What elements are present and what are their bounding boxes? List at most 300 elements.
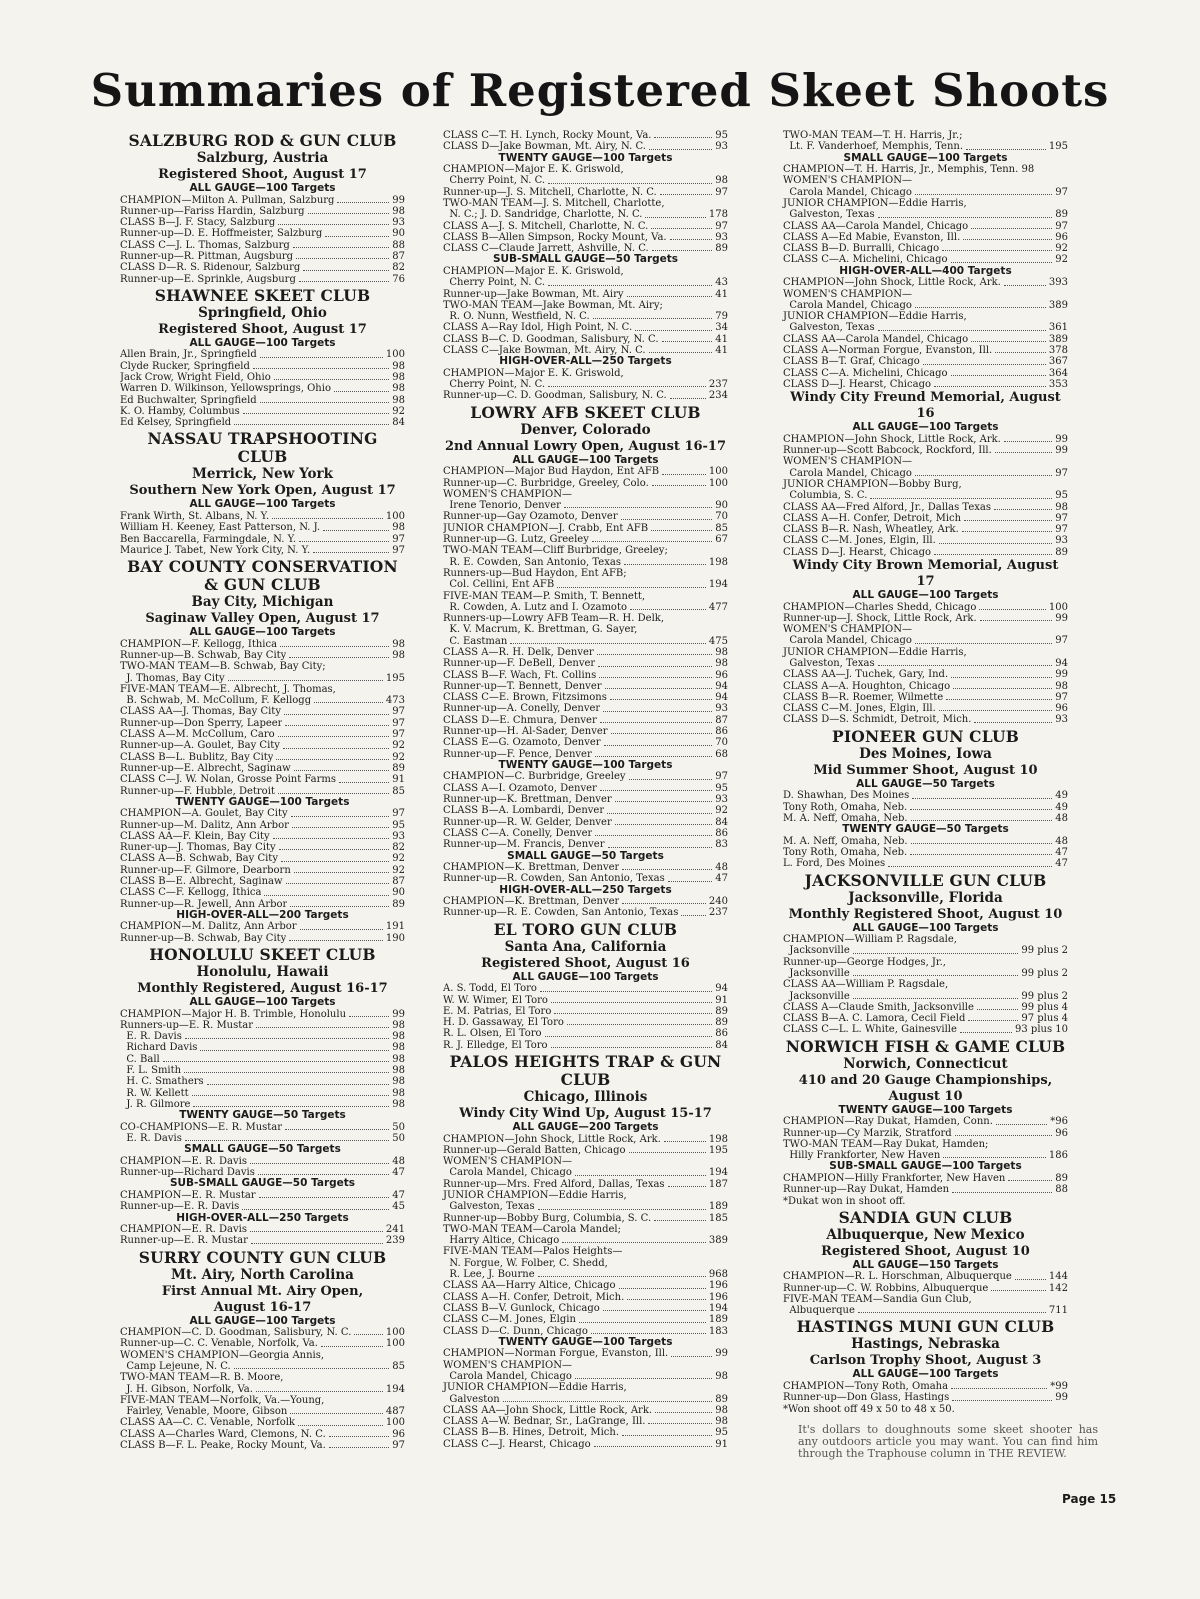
shooter-name: Runner-up—Don Glass, Hastings [783, 1392, 950, 1404]
shooter-name: Runner-up—Mrs. Fred Alford, Dallas, Texas [443, 1178, 665, 1190]
leader-dots [651, 523, 712, 531]
shooter-name: Columbia, S. C. [783, 490, 868, 502]
leader-dots [1015, 1271, 1046, 1279]
entry-text: *Won shoot off 49 x 50 to 48 x 50. [783, 1403, 955, 1415]
shooter-name: CLASS B—V. Gunlock, Chicago [443, 1302, 600, 1314]
shooter-name: Runner-up—Scott Babcock, Rockford, Ill. [783, 445, 992, 457]
shooter-name: CHAMPION—R. L. Horschman, Albuquerque [783, 1271, 1012, 1283]
score: 142 [1048, 1282, 1068, 1294]
score: 86 [715, 1028, 728, 1040]
score: 711 [1048, 1305, 1068, 1317]
shooter-name: CLASS E—G. Ozamoto, Denver [443, 737, 601, 749]
club-location: Merrick, New York [191, 466, 334, 483]
result-row [783, 356, 1068, 367]
result-row [443, 794, 728, 805]
leader-dots [878, 658, 1053, 666]
shooter-name: CLASS AA—Fred Alford, Jr., Dallas Texas [783, 501, 991, 513]
score: 98 [715, 175, 728, 187]
shooter-name: R. E. Cowden, San Antonio, Texas [443, 556, 621, 568]
entry-text: JUNIOR CHAMPION—Bobby Burg, [783, 478, 962, 490]
entry-text: *Dukat won in shoot off. [783, 1195, 906, 1207]
leader-dots [575, 1167, 706, 1175]
entry-text: FIVE-MAN TEAM—E. Albrecht, J. Thomas, [120, 683, 336, 695]
shooter-name: Runner-up—F. Hubble, Detroit [120, 785, 275, 797]
leader-dots [283, 740, 389, 748]
leader-dots [279, 842, 390, 850]
leader-dots [621, 511, 713, 519]
shooter-name: CLASS C—E. Brown, Fitzsimons [443, 692, 607, 704]
result-row [443, 1028, 728, 1039]
shooter-name: Carola Mandel, Chicago [783, 299, 912, 311]
leader-dots [567, 1017, 712, 1025]
result-row [443, 130, 728, 141]
score: 99 [1055, 445, 1068, 457]
column-2 [443, 130, 728, 1450]
result-row [443, 602, 728, 613]
leader-dots [185, 1133, 389, 1141]
leader-dots [1008, 1173, 1052, 1181]
leader-dots [286, 876, 390, 884]
entry-text: WOMEN'S CHAMPION— [783, 288, 913, 300]
result-row [443, 862, 728, 873]
leader-dots [968, 1013, 1018, 1021]
score: 89 [715, 243, 728, 255]
shooter-name: Harry Altice, Chicago [443, 1235, 560, 1247]
leader-dots [964, 513, 1052, 521]
leader-dots [193, 1099, 389, 1107]
score: 361 [1048, 322, 1068, 334]
score: 94 [715, 680, 728, 692]
score: 96 [1055, 703, 1068, 715]
shooter-name: CLASS D—Jake Bowman, Mt. Airy, N. C. [443, 141, 646, 153]
result-row [120, 639, 405, 650]
score: 93 [392, 217, 405, 229]
result-row [443, 715, 728, 726]
result-row [120, 251, 405, 262]
entry-text: TWO-MAN TEAM—B. Schwab, Bay City; [120, 661, 326, 673]
score: 89 [715, 1393, 728, 1405]
result-row [443, 1439, 728, 1450]
shooter-name: CLASS C—M. Jones, Elgin, Ill. [783, 535, 936, 547]
leader-dots [260, 395, 390, 403]
event-title: Southern New York Open, August 17 [129, 483, 396, 499]
leader-dots [952, 1392, 1052, 1400]
result-row [120, 808, 405, 819]
result-row [783, 187, 1068, 198]
score: 98 [392, 649, 405, 661]
event-title: 2nd Annual Lowry Open, August 16-17 [444, 438, 727, 454]
leader-dots [234, 1361, 390, 1369]
shooter-name: CLASS D—J. Hearst, Chicago [783, 546, 931, 558]
result-row [783, 513, 1068, 524]
leader-dots [670, 390, 706, 398]
shooter-name: CLASS C—M. Jones, Elgin, Ill. [783, 703, 936, 715]
entry-text: WOMEN'S CHAMPION— [783, 456, 913, 468]
shooter-name: W. W. Wimer, El Toro [443, 994, 548, 1006]
shooter-name: CLASS A—H. Confer, Detroit, Mich. [443, 1291, 625, 1303]
leader-dots [995, 345, 1046, 353]
gauge-heading: SMALL GAUGE—50 Targets [184, 1143, 341, 1156]
result-row [443, 907, 728, 918]
score: 98 [1055, 680, 1068, 692]
score: 94 [715, 983, 728, 995]
entry-text: JUNIOR CHAMPION—Eddie Harris, [783, 646, 967, 658]
gauge-heading: SMALL GAUGE—100 Targets [843, 151, 1008, 164]
score: 98 [715, 658, 728, 670]
score: 191 [385, 921, 405, 933]
score: 97 [715, 771, 728, 783]
shooter-name: CLASS C—A. Conelly, Denver [443, 827, 593, 839]
result-row [783, 669, 1068, 680]
shooter-name: CHAMPION—Ray Dukat, Hamden, Conn. [783, 1116, 993, 1128]
result-row [443, 175, 728, 186]
shooter-name: CHAMPION—A. Goulet, Bay City [120, 808, 288, 820]
result-row [120, 1224, 405, 1235]
club-name: HONOLULU SKEET CLUB [149, 945, 376, 965]
shooter-name: Runner-up—H. Al-Sader, Denver [443, 726, 608, 738]
leader-dots [349, 1009, 389, 1017]
entry-text: CHAMPION—Major E. K. Griswold, [443, 367, 624, 379]
shooter-name: Jack Crow, Wright Field, Ohio [120, 371, 271, 383]
shooter-name: R. W. Kellett [120, 1087, 189, 1099]
shooter-name: Runner-up—Don Sperry, Lapeer [120, 717, 283, 729]
score: 97 [392, 706, 405, 718]
score: 93 [715, 703, 728, 715]
score: 45 [392, 1201, 405, 1213]
result-row [443, 703, 728, 714]
leader-dots [951, 1381, 1047, 1389]
shooter-name: Lt. F. Vanderhoef, Memphis, Tenn. [783, 141, 964, 153]
shooter-name: Runner-up—T. Bennett, Denver [443, 680, 602, 692]
score: 95 [1055, 490, 1068, 502]
result-row [120, 695, 405, 706]
shooter-name: Carola Mandel, Chicago [783, 186, 912, 198]
leader-dots [163, 1054, 390, 1062]
score: 98 [392, 394, 405, 406]
result-row [443, 896, 728, 907]
result-row [120, 1361, 405, 1372]
shooter-name: CHAMPION—John Shock, Little Rock, Ark. [443, 1133, 661, 1145]
club-location: Albuquerque, New Mexico [826, 1226, 1025, 1243]
shooter-name: R. Cowden, A. Lutz and I. Ozamoto [443, 601, 627, 613]
score: 98 [1055, 501, 1068, 513]
score: 95 [715, 1427, 728, 1439]
entry-text: JUNIOR CHAMPION—Eddie Harris, [783, 197, 967, 209]
result-row [443, 1303, 728, 1314]
gauge-heading: ALL GAUGE—100 Targets [189, 996, 336, 1009]
result-row [783, 300, 1068, 311]
leader-dots [296, 251, 389, 259]
leader-dots [870, 490, 1052, 498]
result-row [443, 647, 728, 658]
event-title: Windy City Freund Memorial, August 16 [790, 390, 1061, 422]
gauge-heading: ALL GAUGE—100 Targets [852, 589, 999, 601]
event-title: Carlson Trophy Shoot, August 3 [809, 1353, 1042, 1369]
score: 241 [385, 1224, 405, 1236]
shooter-name: Runner-up—G. Lutz, Greeley [443, 534, 589, 546]
leader-dots [290, 899, 389, 907]
event-title: August 10 [888, 1088, 963, 1104]
score: 100 [1048, 601, 1068, 613]
leader-dots [912, 790, 1052, 798]
score: 93 [715, 231, 728, 243]
gauge-heading: ALL GAUGE—100 Targets [189, 182, 336, 194]
shooter-name: Ed Kelsey, Springfield [120, 417, 232, 429]
result-row [443, 511, 728, 522]
leader-dots [668, 1179, 706, 1187]
shooter-name: H. C. Smathers [120, 1076, 204, 1088]
gauge-heading: TWENTY GAUGE—50 Targets [179, 1109, 346, 1122]
score: 239 [385, 1235, 405, 1247]
result-row [783, 379, 1068, 390]
leader-dots [545, 1028, 713, 1036]
club-location: Denver, Colorado [520, 421, 651, 438]
leader-dots [979, 602, 1046, 610]
event-title: 410 and 20 Gauge Championships, [798, 1072, 1053, 1088]
shooter-name: CLASS D—S. Schmidt, Detroit, Mich. [783, 714, 972, 726]
leader-dots [329, 1429, 390, 1437]
score: 48 [1055, 835, 1068, 847]
score: 100 [385, 349, 405, 361]
shooter-name: CLASS D—R. S. Ridenour, Salzburg [120, 262, 301, 274]
result-row [443, 1134, 728, 1145]
leader-dots [554, 1006, 712, 1014]
score: 98 [715, 646, 728, 658]
leader-dots [946, 692, 1052, 700]
leader-dots [629, 771, 713, 779]
result-row [443, 466, 728, 477]
shooter-name: CLASS AA—John Shock, Little Rock, Ark. [443, 1404, 653, 1416]
leader-dots [955, 1128, 1053, 1136]
score: 364 [1048, 367, 1068, 379]
leader-dots [290, 1406, 383, 1414]
result-row [120, 406, 405, 417]
shooter-name: CHAMPION—C. Burbridge, Greeley [443, 771, 626, 783]
shooter-name: CLASS D—E. Chmura, Denver [443, 714, 597, 726]
gauge-heading: ALL GAUGE—100 Targets [512, 970, 659, 983]
score: 92 [1055, 254, 1068, 266]
leader-dots [600, 783, 712, 791]
score: 92 [392, 405, 405, 417]
shooter-name: CHAMPION—Tony Roth, Omaha [783, 1380, 949, 1392]
score: 97 [1055, 524, 1068, 536]
score: 82 [392, 842, 405, 854]
shooter-name: J. R. Gilmore [120, 1098, 191, 1110]
entry-text: Runner-up—George Hodges, Jr., [783, 956, 946, 968]
score: 477 [708, 601, 728, 613]
result-row [443, 1292, 728, 1303]
gauge-heading: ALL GAUGE—100 Targets [852, 1368, 999, 1381]
score: 49 [1055, 790, 1068, 802]
shooter-name: Allen Brain, Jr., Springfield [120, 349, 257, 361]
shooter-name: Cherry Point, N. C. [443, 379, 546, 391]
event-title: Monthly Registered, August 16-17 [137, 981, 388, 997]
result-row [783, 232, 1068, 243]
result-row [443, 1427, 728, 1438]
result-row [443, 692, 728, 703]
result-row [783, 1116, 1068, 1127]
shooter-name: CLASS C—F. Kellogg, Ithica [120, 887, 262, 899]
score: 194 [385, 1383, 405, 1395]
score: 97 [392, 729, 405, 741]
result-row [443, 390, 728, 401]
score: 96 [1055, 1127, 1068, 1139]
score: 47 [1055, 846, 1068, 858]
score: 68 [715, 748, 728, 760]
score: 198 [708, 556, 728, 568]
result-row [443, 783, 728, 794]
shooter-name: Runner-up—R. Cowden, San Antonio, Texas [443, 873, 665, 885]
score: 237 [708, 379, 728, 391]
leader-dots [888, 858, 1052, 866]
shooter-name: Runner-up—Richard Davis [120, 1167, 255, 1179]
score: 49 [1055, 801, 1068, 813]
leader-dots [996, 1116, 1047, 1124]
score: 195 [1048, 141, 1068, 153]
leader-dots [652, 478, 706, 486]
score: 89 [392, 898, 405, 910]
score: 100 [385, 1338, 405, 1350]
shooter-name: CLASS A—W. Bednar, Sr., LaGrange, Ill. [443, 1416, 646, 1428]
leader-dots [592, 534, 712, 542]
leader-dots [228, 673, 383, 681]
leader-dots [627, 289, 713, 297]
shooter-name: Col. Cellini, Ent AFB [443, 579, 555, 591]
shooter-name: Jacksonville [783, 967, 850, 979]
club-name: SANDIA GUN CLUB [838, 1207, 1013, 1227]
result-row [783, 968, 1068, 979]
score: 98 [392, 1053, 405, 1065]
shooter-name: A. S. Todd, El Toro [443, 983, 537, 995]
result-row [443, 579, 728, 590]
shooter-name: CLASS B—J. F. Stacy, Salzburg [120, 217, 276, 229]
result-row [120, 865, 405, 876]
score: 41 [715, 333, 728, 345]
result-row [443, 1167, 728, 1178]
leader-dots [299, 274, 389, 282]
shooter-name: CLASS C—J. Hearst, Chicago [443, 1438, 591, 1450]
shooter-name: CLASS A—B. Schwab, Bay City [120, 853, 278, 865]
result-row [443, 658, 728, 669]
shooter-name: CLASS B—T. Graf, Chicago [783, 356, 920, 368]
score: 96 [715, 669, 728, 681]
result-row [443, 726, 728, 737]
leader-dots [557, 579, 706, 587]
result-row [443, 221, 728, 232]
result-row [120, 1156, 405, 1167]
gauge-heading: SUB-SMALL GAUGE—100 Targets [829, 1160, 1022, 1173]
leader-dots [276, 752, 389, 760]
leader-dots [963, 232, 1052, 240]
gauge-heading: ALL GAUGE—150 Targets [852, 1258, 999, 1271]
result-row [120, 1031, 405, 1042]
result-row [783, 1271, 1068, 1282]
result-row [443, 322, 728, 333]
gauge-heading: HIGH-OVER-ALL—250 Targets [499, 355, 672, 368]
leader-dots [951, 669, 1052, 677]
gauge-heading: TWENTY GAUGE—100 Targets [175, 795, 350, 808]
entry-text: TWO-MAN TEAM—Cliff Burbridge, Greeley; [443, 545, 668, 557]
score: 91 [715, 994, 728, 1006]
score: 98 [392, 522, 405, 534]
score: 99 [715, 1348, 728, 1360]
leader-dots [853, 991, 1019, 999]
shooter-name: Frank Wirth, St. Albans, N. Y. [120, 510, 270, 522]
result-row [120, 1088, 405, 1099]
entry-text: FIVE-MAN TEAM—Palos Heights— [443, 1246, 623, 1258]
score: 86 [715, 726, 728, 738]
shooter-name: CLASS AA—C. C. Venable, Norfolk [120, 1417, 295, 1429]
score: 93 [715, 141, 728, 153]
entry-text: CHAMPION—Major E. K. Griswold, [443, 265, 624, 277]
leader-dots [971, 334, 1046, 342]
shooter-name: CHAMPION—Hilly Frankforter, New Haven [783, 1172, 1006, 1184]
leader-dots [294, 763, 390, 771]
leader-dots [977, 1002, 1018, 1010]
club-name: PIONEER GUN CLUB [831, 726, 1019, 746]
score: 100 [385, 510, 405, 522]
result-row [120, 395, 405, 406]
shooter-name: C. Ball [120, 1053, 160, 1065]
score: 87 [392, 876, 405, 888]
club-location: Santa Ana, California [504, 938, 667, 955]
leader-dots [184, 1065, 389, 1073]
leader-dots [259, 1190, 390, 1198]
leader-dots [200, 1042, 389, 1050]
shooter-name: CHAMPION—C. D. Goodman, Salisbury, N. C. [120, 1327, 352, 1339]
result-row [120, 417, 405, 428]
column-1 [120, 130, 405, 1451]
gauge-heading: SMALL GAUGE—50 Targets [507, 849, 664, 862]
leader-dots [285, 718, 389, 726]
score: 190 [385, 932, 405, 944]
result-row [443, 478, 728, 489]
shooter-name: CHAMPION—K. Brettman, Denver [443, 862, 620, 874]
result-row [120, 1235, 405, 1246]
shooter-name: CLASS B—C. D. Goodman, Salisbury, N. C. [443, 333, 659, 345]
shooter-name: Clyde Rucker, Springfield [120, 360, 250, 372]
shooter-name: Runner-up—A. Conelly, Denver [443, 703, 601, 715]
leader-dots [953, 681, 1052, 689]
leader-dots [668, 873, 713, 881]
result-row [783, 1392, 1068, 1403]
score: 98 [392, 1098, 405, 1110]
leader-dots [603, 1303, 706, 1311]
score: 968 [708, 1269, 728, 1281]
score: 99 [1055, 612, 1068, 624]
gauge-heading: HIGH-OVER-ALL—250 Targets [499, 883, 672, 896]
result-row [120, 1417, 405, 1428]
score: 99 [1055, 1392, 1068, 1404]
score: 98 [392, 1076, 405, 1088]
score: 198 [708, 1133, 728, 1145]
leader-dots [662, 334, 713, 342]
score: 97 [392, 717, 405, 729]
result-row [120, 729, 405, 740]
score: 97 [1055, 186, 1068, 198]
shooter-name: CHAMPION—K. Brettman, Denver [443, 896, 620, 908]
leader-dots [991, 1283, 1046, 1291]
shooter-name: E. R. Davis [120, 1031, 182, 1043]
leader-dots [649, 345, 713, 353]
score: 234 [708, 390, 728, 402]
shooter-name: CLASS AA—J. Thomas, Bay City [120, 706, 281, 718]
gauge-heading: TWENTY GAUGE—100 Targets [838, 1103, 1013, 1116]
leader-dots [548, 175, 712, 183]
shooter-name: Runner-up—E. Sprinkle, Augsburg [120, 273, 296, 285]
leader-dots [911, 813, 1053, 821]
score: 97 [715, 186, 728, 198]
